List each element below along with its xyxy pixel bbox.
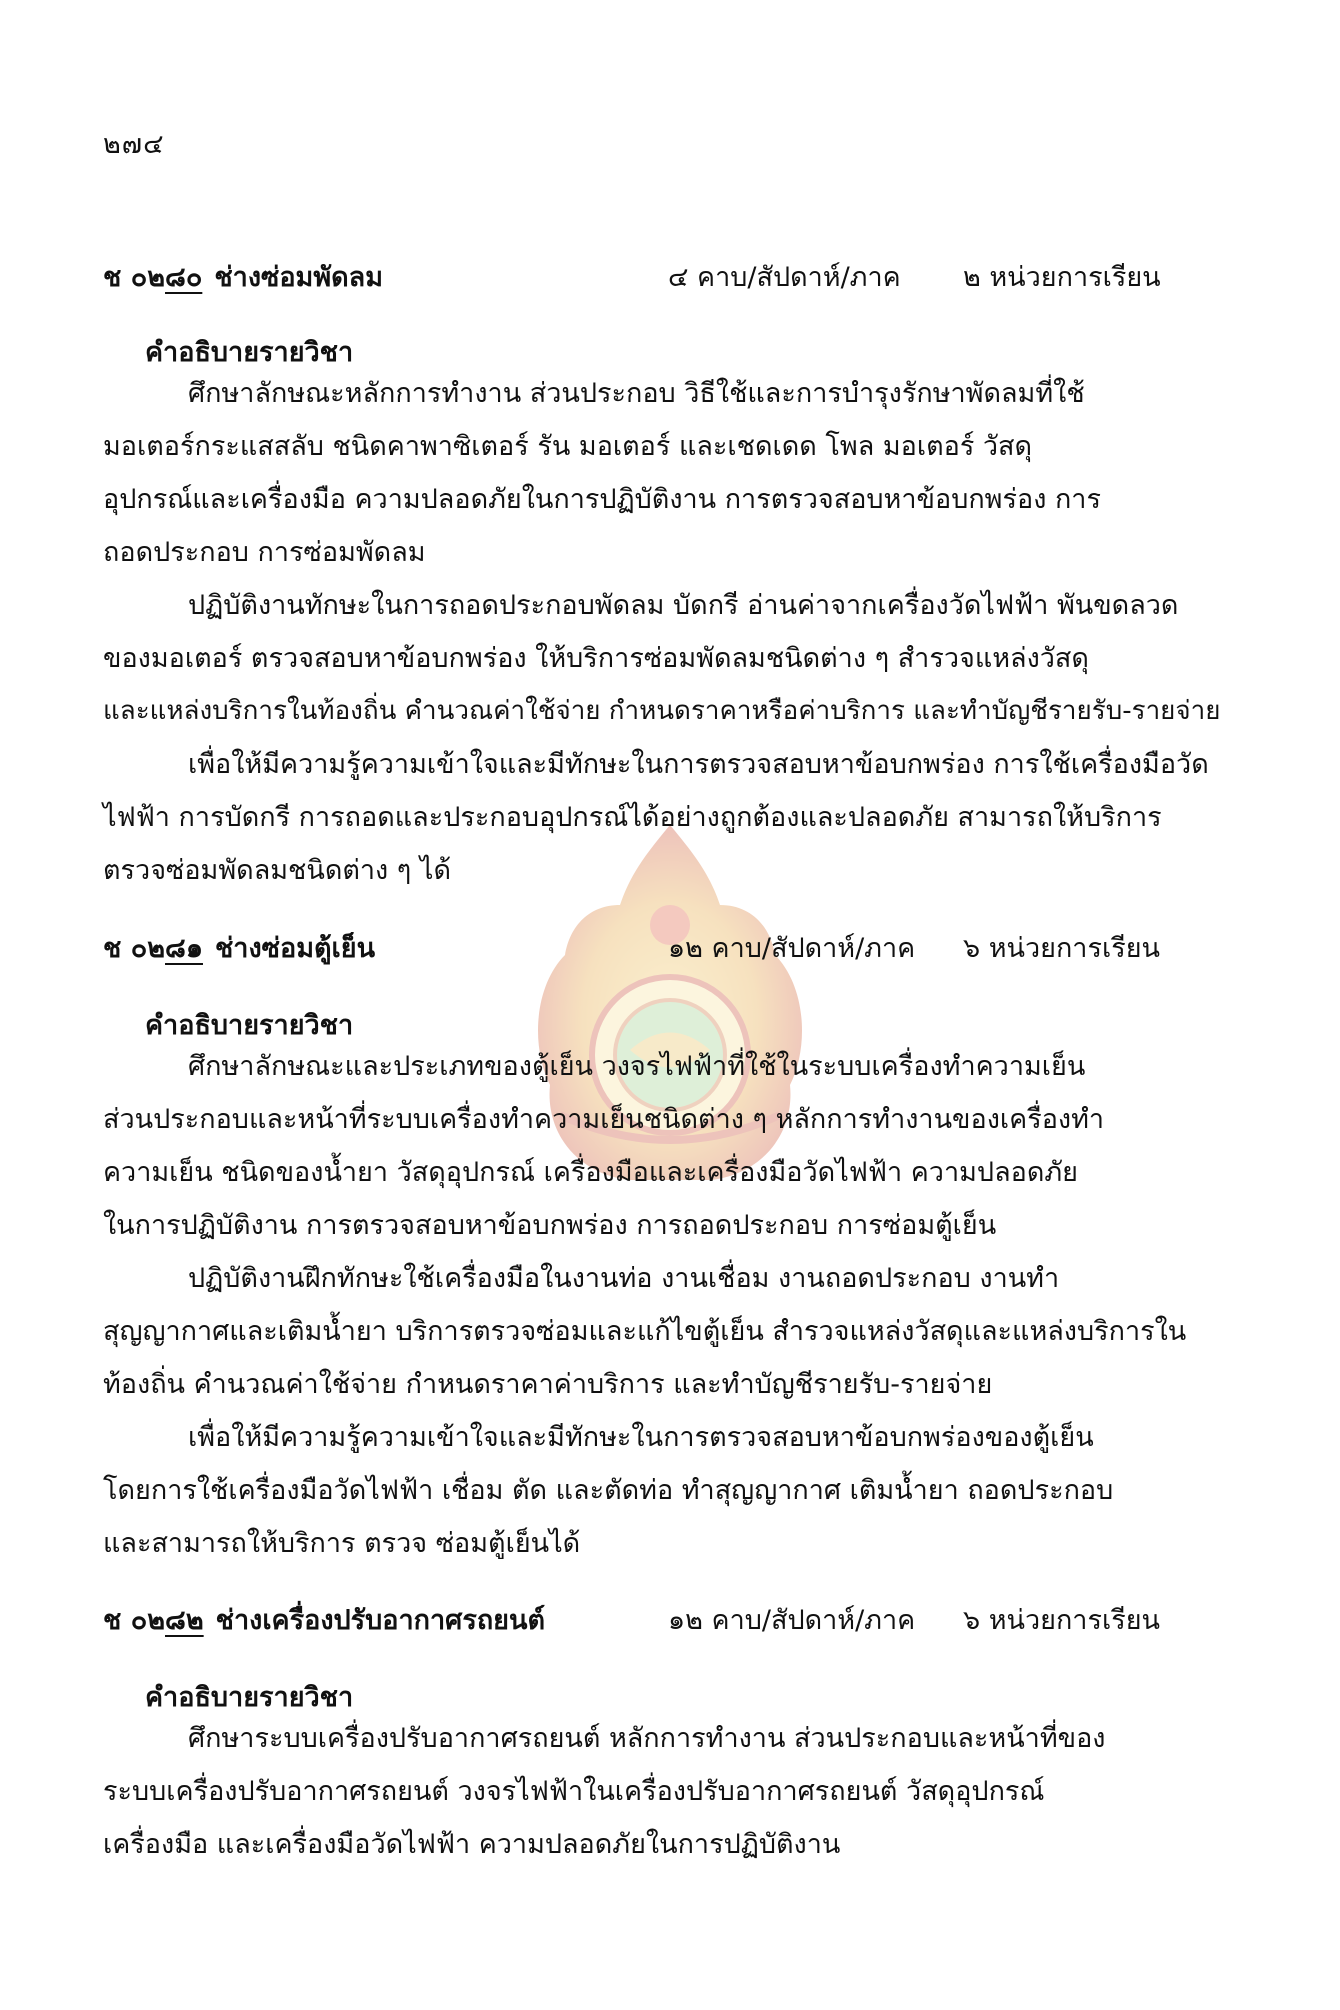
description-line: ไฟฟ้า การบัดกรี การถอดและประกอบอุปกรณ์ได้อย่างถูกต้องและปลอดภัย สามารถให้บริการ bbox=[103, 802, 1162, 833]
course-credits: ๒ หน่วยการเรียน bbox=[963, 262, 1161, 293]
emblem-watermark-icon bbox=[520, 815, 820, 1195]
description-label: คำอธิบายรายวิชา bbox=[145, 337, 354, 368]
description-line: อุปกรณ์และเครื่องมือ ความปลอดภัยในการปฏิบัติงาน การตรวจสอบหาข้อบกพร่อง การ bbox=[103, 484, 1101, 515]
course-credits: ๖ หน่วยการเรียน bbox=[963, 1605, 1160, 1636]
course-name: ช่างซ่อมตู้เย็น bbox=[214, 933, 376, 964]
course-code bbox=[103, 926, 375, 969]
description-line: ตรวจซ่อมพัดลมชนิดต่าง ๆ ได้ bbox=[103, 855, 452, 886]
course-heading-0281 bbox=[103, 926, 1243, 970]
course-name: ช่างเครื่องปรับอากาศรถยนต์ bbox=[215, 1605, 545, 1636]
description-line: เครื่องมือ และเครื่องมือวัดไฟฟ้า ความปลอดภัยในการปฏิบัติงาน bbox=[103, 1829, 841, 1860]
description-line: ระบบเครื่องปรับอากาศรถยนต์ วงจรไฟฟ้าในเครื่องปรับอากาศรถยนต์ วัสดุอุปกรณ์ bbox=[103, 1776, 1045, 1807]
description-line: ปฏิบัติงานฝึกทักษะใช้เครื่องมือในงานท่อ งานเชื่อม งานถอดประกอบ งานทำ bbox=[188, 1263, 1060, 1294]
description-line: มอเตอร์กระแสสลับ ชนิดคาพาซิเตอร์ รัน มอเตอร์ และเชดเดด โพล มอเตอร์ วัสดุ bbox=[103, 431, 1033, 462]
description-line: เพื่อให้มีความรู้ความเข้าใจและมีทักษะในการตรวจสอบหาข้อบกพร่องของตู้เย็น bbox=[188, 1422, 1094, 1453]
course-code bbox=[103, 1598, 545, 1641]
description-line: ศึกษาระบบเครื่องปรับอากาศรถยนต์ หลักการทำงาน ส่วนประกอบและหน้าที่ของ bbox=[188, 1723, 1106, 1754]
description-line: โดยการใช้เครื่องมือวัดไฟฟ้า เชื่อม ตัด และตัดท่อ ทำสุญญากาศ เติมน้ำยา ถอดประกอบ bbox=[103, 1475, 1114, 1506]
description-line: ศึกษาลักษณะและประเภทของตู้เย็น วงจรไฟฟ้าที่ใช้ในระบบเครื่องทำความเย็น bbox=[188, 1051, 1086, 1082]
description-line: ท้องถิ่น คำนวณค่าใช้จ่าย กำหนดราคาค่าบริการ และทำบัญชีรายรับ-รายจ่าย bbox=[103, 1369, 993, 1400]
course-code-tail: ๘๑ bbox=[165, 933, 203, 964]
description-line: สุญญากาศและเติมน้ำยา บริการตรวจซ่อมและแก้ไขตู้เย็น สำรวจแหล่งวัสดุและแหล่งบริการใน bbox=[103, 1316, 1187, 1347]
course-code-prefix: ช ๐๒ bbox=[103, 262, 166, 293]
description-line: ในการปฏิบัติงาน การตรวจสอบหาข้อบกพร่อง การถอดประกอบ การซ่อมตู้เย็น bbox=[103, 1210, 997, 1241]
course-hours: ๔ คาบ/สัปดาห์/ภาค bbox=[668, 262, 901, 293]
description-line: ส่วนประกอบและหน้าที่ระบบเครื่องทำความเย็นชนิดต่าง ๆ หลักการทำงานของเครื่องทำ bbox=[103, 1104, 1105, 1135]
description-line: ของมอเตอร์ ตรวจสอบหาข้อบกพร่อง ให้บริการซ่อมพัดลมชนิดต่าง ๆ สำรวจแหล่งวัสดุ bbox=[103, 643, 1089, 674]
course-heading-0282 bbox=[103, 1598, 1243, 1642]
page-number: ๒๗๔ bbox=[103, 129, 165, 160]
course-hours: ๑๒ คาบ/สัปดาห์/ภาค bbox=[668, 1605, 916, 1636]
course-code bbox=[103, 255, 383, 298]
course-code-tail: ๘๐ bbox=[165, 262, 203, 293]
description-line: ความเย็น ชนิดของน้ำยา วัสดุอุปกรณ์ เครื่องมือและเครื่องมือวัดไฟฟ้า ความปลอดภัย bbox=[103, 1157, 1078, 1188]
description-line: ถอดประกอบ การซ่อมพัดลม bbox=[103, 537, 426, 568]
course-credits: ๖ หน่วยการเรียน bbox=[963, 933, 1160, 964]
course-name: ช่างซ่อมพัดลม bbox=[214, 262, 384, 293]
description-line: ศึกษาลักษณะหลักการทำงาน ส่วนประกอบ วิธีใช้และการบำรุงรักษาพัดลมที่ใช้ bbox=[188, 378, 1085, 409]
course-heading-0280 bbox=[103, 255, 1243, 299]
description-line: และแหล่งบริการในท้องถิ่น คำนวณค่าใช้จ่าย กำหนดราคาหรือค่าบริการ และทำบัญชีรายรับ-รายจ่าย bbox=[103, 696, 1221, 726]
description-line: และสามารถให้บริการ ตรวจ ซ่อมตู้เย็นได้ bbox=[103, 1528, 581, 1559]
course-code-prefix: ช ๐๒ bbox=[103, 1605, 166, 1636]
description-label: คำอธิบายรายวิชา bbox=[145, 1010, 354, 1041]
description-line: ปฏิบัติงานทักษะในการถอดประกอบพัดลม บัดกรี อ่านค่าจากเครื่องวัดไฟฟ้า พันขดลวด bbox=[188, 590, 1179, 621]
course-code-prefix: ช ๐๒ bbox=[103, 933, 166, 964]
course-code-tail: ๘๒ bbox=[165, 1605, 204, 1636]
description-line: เพื่อให้มีความรู้ความเข้าใจและมีทักษะในการตรวจสอบหาข้อบกพร่อง การใช้เครื่องมือวัด bbox=[188, 749, 1209, 780]
course-hours: ๑๒ คาบ/สัปดาห์/ภาค bbox=[668, 933, 916, 964]
description-label: คำอธิบายรายวิชา bbox=[145, 1682, 354, 1713]
